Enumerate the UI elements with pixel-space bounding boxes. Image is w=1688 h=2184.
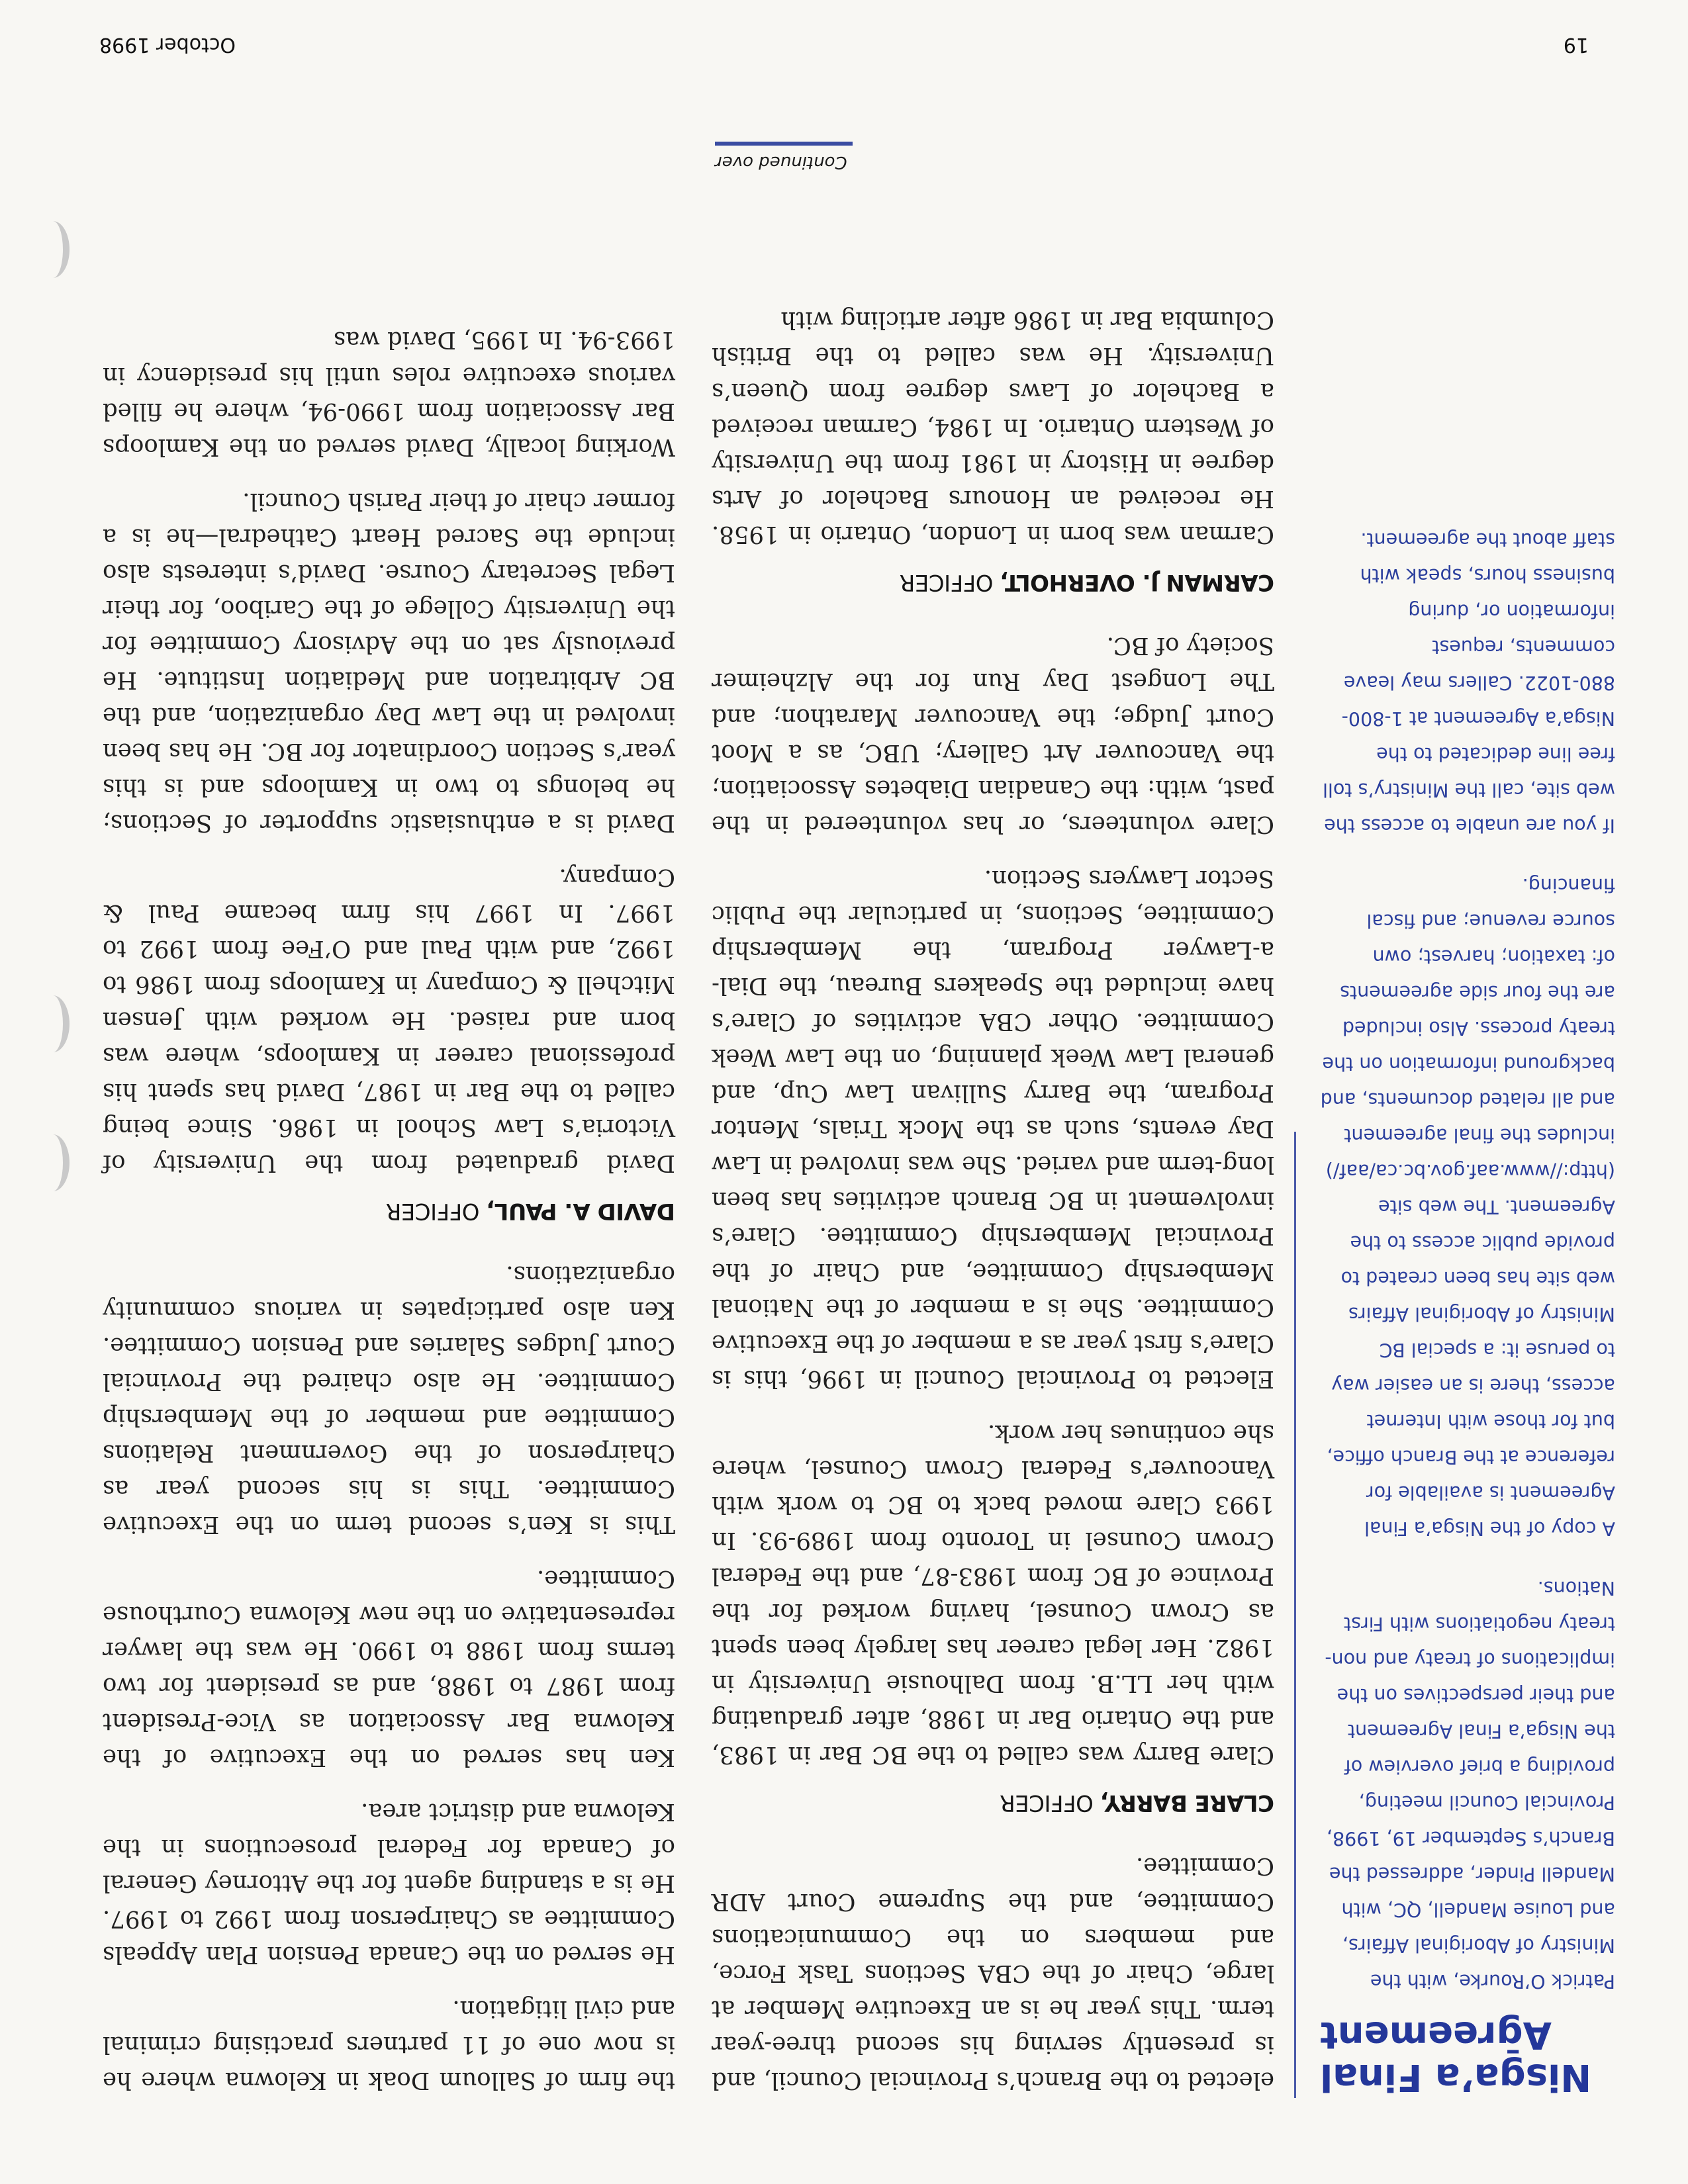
paragraph: Carman was born in London, Ontario in 1958. He received an Honours Bachelor of Arts degree in History in 1981 from the University of Western Ontario. In 1984, Carman received a Bachelor of Laws degree from Queen’s University. He was called to the British Columbia Bar in 1986 after articling with [712, 306, 1274, 548]
sidebar-paragraph: Patrick O’Rourke, with the Ministry of Aboriginal Affairs, and Louise Mandell, QC, with Mandell Pinder, addressed the Branch’s September 19, 1998, Provincial Council meeting, providing a brief overview of the Nisga’a Final Agreement and their perspectives on the implications of treaty and non-treaty negotiations with First Nations. [1325, 1577, 1615, 1992]
section-heading-barry [712, 1790, 1274, 1816]
column-middle [712, 302, 1274, 2098]
continued-over: Continued over [715, 152, 847, 172]
heading-role: OFFICER [386, 1198, 487, 1224]
heading-name: CARMAN J. OVERHOLT, [1000, 569, 1274, 596]
issue-date: October 1998 [99, 33, 236, 56]
paragraph: David graduated from the University of Victoria’s Law School in 1986. Since being called to the Bar in 1987, David has spent his professional career in Kamloops, where was born and raised. He worked with Jensen Mitchell & Company in Kamloops from 1986 to 1992, and with Paul and O’Fee from 1992 to 1997. In 1997 his firm became Paul & Company. [103, 864, 675, 1177]
section-heading-overholt [712, 569, 1274, 596]
sidebar-divider [1294, 1132, 1296, 2098]
paragraph: Elected to Provincial Council in 1996, this is Clare’s first year as a member of the Executive Committee. She is a member of the National Membership Committee, and Chair of the Provincial Membership Committee. Clare’s involvement in BC Branch activities has been long-term and varied. She was involved in Law Day events, such as the Mock Trials, Mentor Program, the Barry Sullivan Law Cup, and general Law Week planning, on the Law Week Committee. Other CBA activities of Clare’s have included the Speakers Bureau, the Dial-a-Lawyer Program, the Membership Committee, Sections, in particular the Public Sector Lawyers Section. [712, 865, 1274, 1392]
paragraph: the firm of Salloum Doak in Kelowna where he is now one of 11 partners practising criminal and civil litigation. [103, 1995, 675, 2094]
paragraph: Working locally, David served on the Kamloops Bar Association from 1990-94, where he filled various executive roles until his presidency in 1993-94. In 1995, David was [103, 326, 675, 461]
paragraph: Clare volunteers, or has volunteered in the past, with: the Canadian Diabetes Association; the Vancouver Art Gallery; UBC, as a Moot Court Judge; the Vancouver Marathon; and The Longest Day Run for the Alzheimer Society of BC. [712, 632, 1274, 838]
sidebar-paragraph: If you are unable to access the web site, call the Ministry’s toll free line dedicated to the Nisga’a Agreement at 1-800-880-1022. Callers may leave comments, request information or, during business hours, speak with staff about the agreement. [1323, 529, 1615, 837]
heading-role: OFFICER [1000, 1790, 1101, 1816]
page-number: 19 [1563, 33, 1589, 56]
binder-hole [36, 221, 70, 278]
heading-name: CLARE BARRY, [1100, 1790, 1274, 1816]
paragraph: This is Ken’s second term on the Executive Committee. This is his second year as Chairperson of the Government Relations Committee and member of the Membership Committee. He also chaired the Provincial Court Judges Salaries and Pension Committee. Ken also participates in various community organizations. [103, 1261, 675, 1538]
binder-hole [36, 1134, 70, 1191]
sidebar-paragraph: A copy of the Nisga’a Final Agreement is available for reference at the Branch office, but for those with Internet access, there is an easier way to peruse it: a special BC Ministry of Aboriginal Affairs web site has been created to provide public access to the Agreement. The web site (http://www.aaf.gov.bc.ca/aaf/) includes the final agreement and all related documents, and background information on the treaty process. Also included are the four side agreements of: taxation; harvest; own source revenue; and fiscal financing. [1320, 874, 1615, 1539]
binder-hole [36, 995, 70, 1052]
paragraph: elected to the Branch’s Provincial Council, and is presently serving his second three-year term. This year he is an Executive Member at large, Chair of the CBA Sections Task Force, and members on the Communications Committee, and the Supreme Court ADR Committee. [712, 1852, 1274, 2094]
sidebar-title: Nisg̱a’a Final Agreement [1320, 2013, 1592, 2099]
section-heading-paul [103, 1198, 675, 1224]
column-right [103, 322, 675, 2098]
paragraph: David is a enthusiastic supporter of Sections; he belongs to two in Kamloops and is this year’s Section Coordinator for BC. He has been involved in the Law Day organization, and the BC Arbitration and Mediation Institute. He previously sat on the Advisory Committee for the University College of the Cariboo, for their Legal Secretary Course. David’s interests also include the Sacred Heart Cathedral—he is a former chair of their Parish Council. [103, 488, 675, 837]
sidebar-nisgaa [1311, 86, 1615, 2098]
paragraph: He served on the Canada Pension Plan Appeals Committee as Chairperson from 1992 to 1997. He is a standing agent for the Attorney General of Canada for Federal prosecutions in the Kelowna and district area. [103, 1798, 675, 1968]
continued-underline [715, 142, 853, 146]
heading-role: OFFICER [900, 569, 1000, 596]
heading-name: DAVID A. PAUL, [486, 1198, 675, 1224]
paragraph: Ken has served on the Executive of the Kelowna Bar Association as Vice-President from 1987 to 1988, and as president for two terms from 1988 to 1990. He was the lawyer representative on the new Kelowna Courthouse Committee. [103, 1565, 675, 1771]
paragraph: Clare Barry was called to the BC Bar in 1983, and the Ontario Bar in 1988, after graduating with her LL.B. from Dalhousie University in 1982. Her legal career has largely been spent as Crown Counsel, having worked for the Province of BC from 1983-87, and the Federal Crown Counsel in Toronto from 1989-93. In 1993 Clare moved back to BC to work with Vancouver’s Federal Crown Counsel, where she continues her work. [712, 1420, 1274, 1768]
